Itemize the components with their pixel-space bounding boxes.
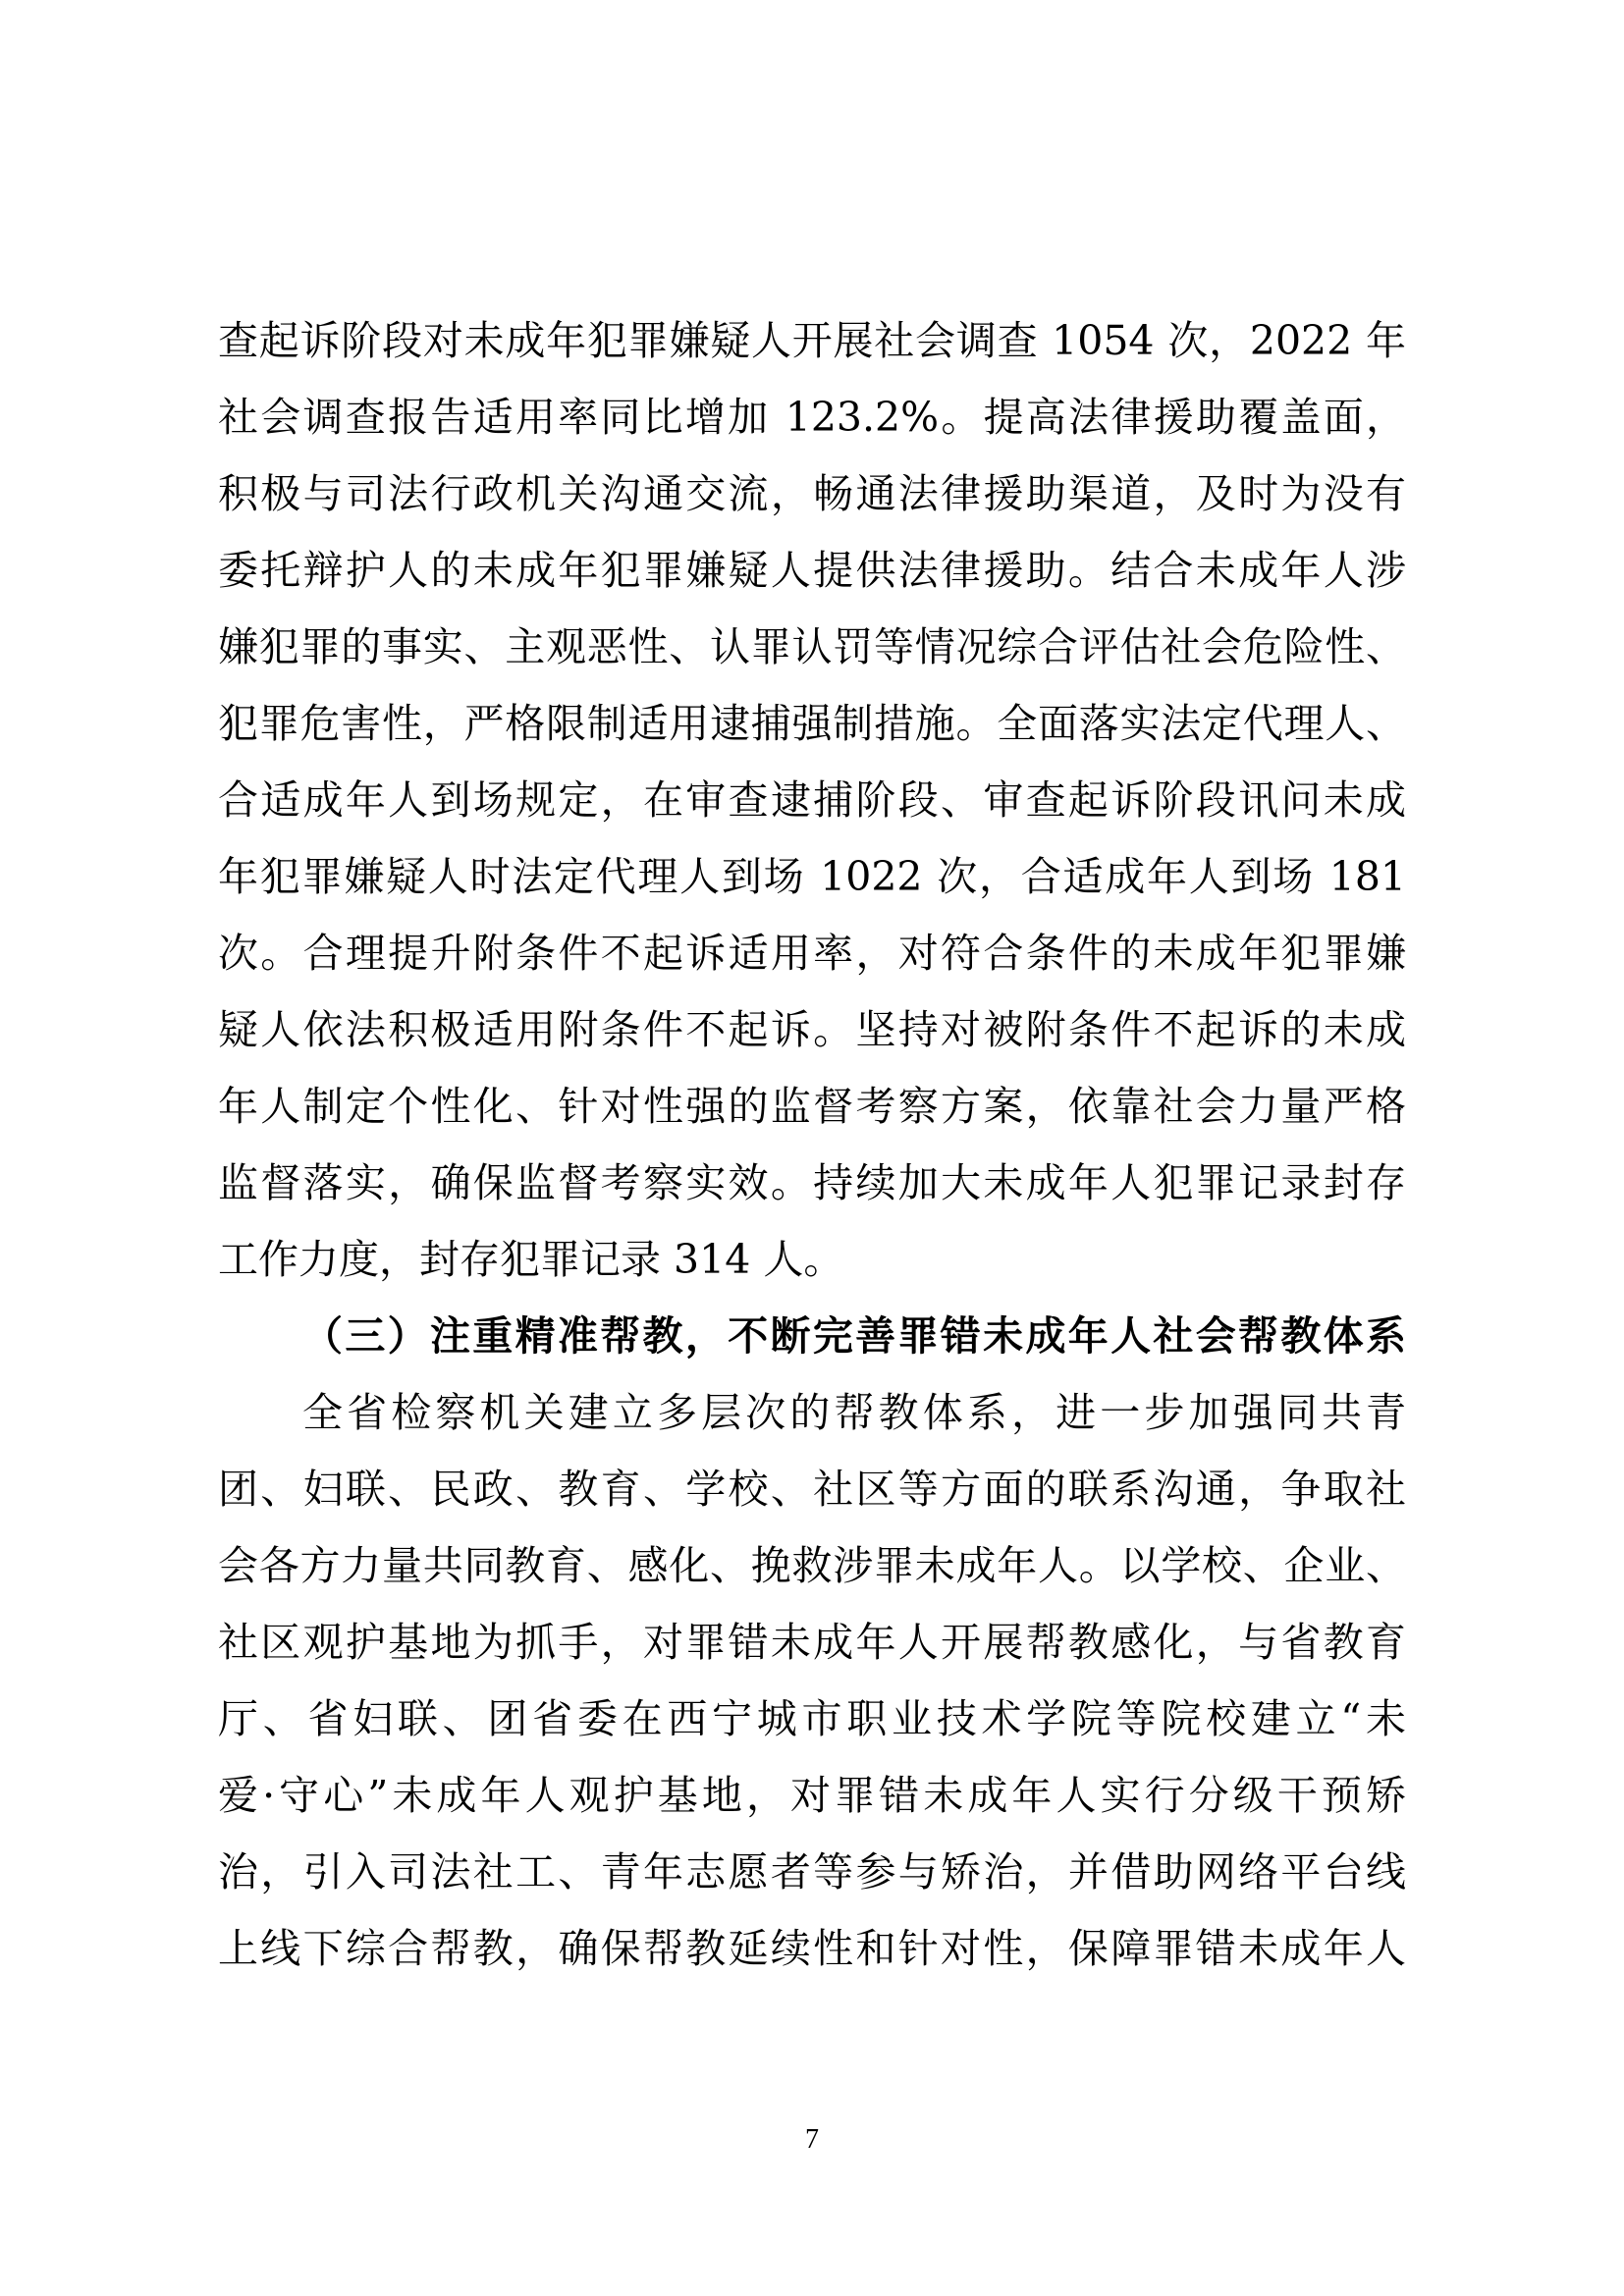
body-line: 嫌犯罪的事实、主观恶性、认罪认罚等情况综合评估社会危险性、 xyxy=(218,623,1406,670)
body-line: 年人制定个性化、针对性强的监督考察方案，依靠社会力量严格 xyxy=(218,1083,1406,1130)
section-heading: （三）注重精准帮教，不断完善罪错未成年人社会帮教体系 xyxy=(302,1312,1406,1360)
body-line: 社会调查报告适用率同比增加 123.2%。提高法律援助覆盖面， xyxy=(218,394,1406,441)
paragraph-first-line: 全省检察机关建立多层次的帮教体系，进一步加强同共青 xyxy=(302,1389,1406,1436)
body-line: 工作力度，封存犯罪记录 314 人。 xyxy=(218,1236,844,1283)
body-line: 上线下综合帮教，确保帮教延续性和针对性，保障罪错未成年人 xyxy=(218,1925,1406,1972)
body-line: 监督落实，确保监督考察实效。持续加大未成年人犯罪记录封存 xyxy=(218,1159,1406,1206)
body-line: 会各方力量共同教育、感化、挽救涉罪未成年人。以学校、企业、 xyxy=(218,1542,1406,1589)
body-line: 社区观护基地为抓手，对罪错未成年人开展帮教感化，与省教育 xyxy=(218,1619,1406,1666)
body-line: 疑人依法积极适用附条件不起诉。坚持对被附条件不起诉的未成 xyxy=(218,1006,1406,1053)
body-line: 委托辩护人的未成年犯罪嫌疑人提供法律援助。结合未成年人涉 xyxy=(218,547,1406,594)
page-number: 7 xyxy=(805,2124,819,2155)
body-line: 次。合理提升附条件不起诉适用率，对符合条件的未成年犯罪嫌 xyxy=(218,930,1406,977)
body-line: 查起诉阶段对未成年犯罪嫌疑人开展社会调查 1054 次，2022 年 xyxy=(218,317,1406,364)
body-line: 积极与司法行政机关沟通交流，畅通法律援助渠道，及时为没有 xyxy=(218,470,1406,517)
body-line: 治，引入司法社工、青年志愿者等参与矫治，并借助网络平台线 xyxy=(218,1848,1406,1896)
body-line: 合适成年人到场规定，在审查逮捕阶段、审查起诉阶段讯问未成 xyxy=(218,776,1406,824)
body-line: 团、妇联、民政、教育、学校、社区等方面的联系沟通，争取社 xyxy=(218,1466,1406,1513)
body-line: 厅、省妇联、团省委在西宁城市职业技术学院等院校建立“未 xyxy=(218,1695,1406,1742)
body-line: 年犯罪嫌疑人时法定代理人到场 1022 次，合适成年人到场 181 xyxy=(218,853,1406,900)
body-line: 犯罪危害性，严格限制适用逮捕强制措施。全面落实法定代理人、 xyxy=(218,700,1406,747)
body-line: 爱·守心”未成年人观护基地，对罪错未成年人实行分级干预矫 xyxy=(218,1772,1406,1819)
